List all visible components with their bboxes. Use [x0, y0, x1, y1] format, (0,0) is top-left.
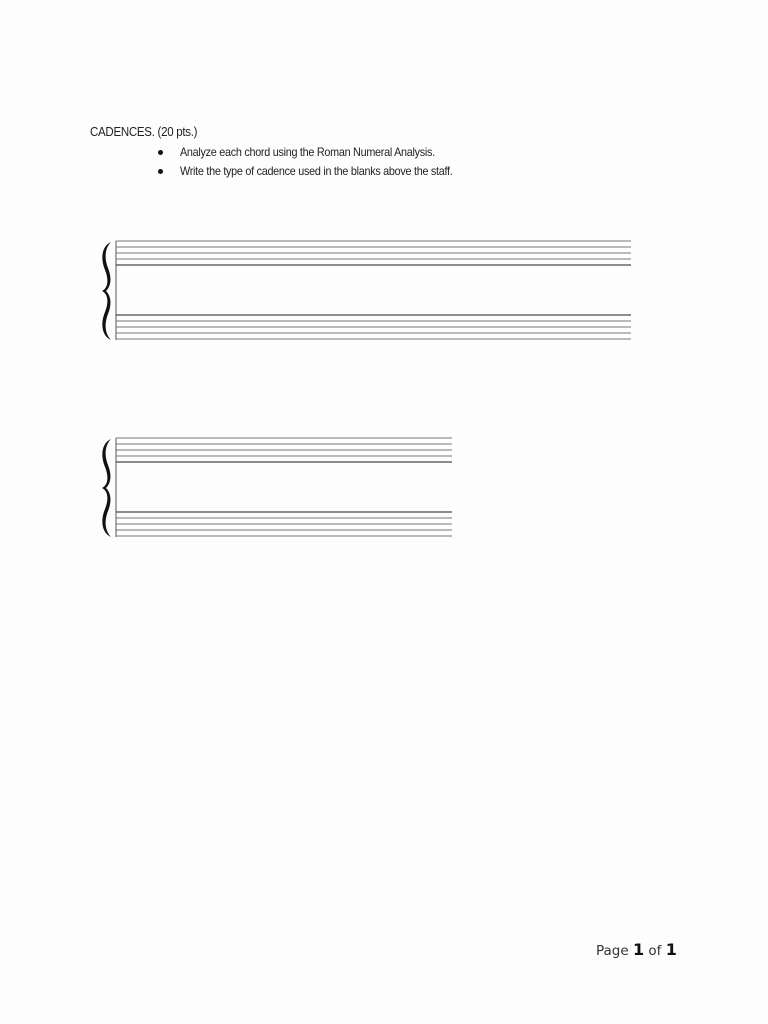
page-label: Page [596, 943, 629, 959]
grand-staff-1 [100, 236, 634, 346]
instruction-text: Analyze each chord using the Roman Numeral Analysis. [180, 145, 435, 159]
bullet-icon [158, 169, 163, 174]
total-pages-number: 1 [665, 940, 677, 959]
treble-staff [116, 438, 452, 462]
bass-staff [116, 512, 452, 536]
treble-staff [116, 241, 631, 265]
instruction-text: Write the type of cadence used in the blanks above the staff. [180, 164, 453, 178]
of-label: of [648, 943, 662, 959]
bass-staff [116, 315, 631, 339]
grand-staff-2 [100, 433, 454, 543]
page-number-footer [596, 940, 677, 959]
section-heading: CADENCES. (20 pts.) [90, 125, 198, 139]
brace-icon [102, 242, 111, 340]
brace-icon [102, 439, 111, 537]
bullet-icon [158, 150, 163, 155]
current-page-number: 1 [632, 940, 645, 959]
